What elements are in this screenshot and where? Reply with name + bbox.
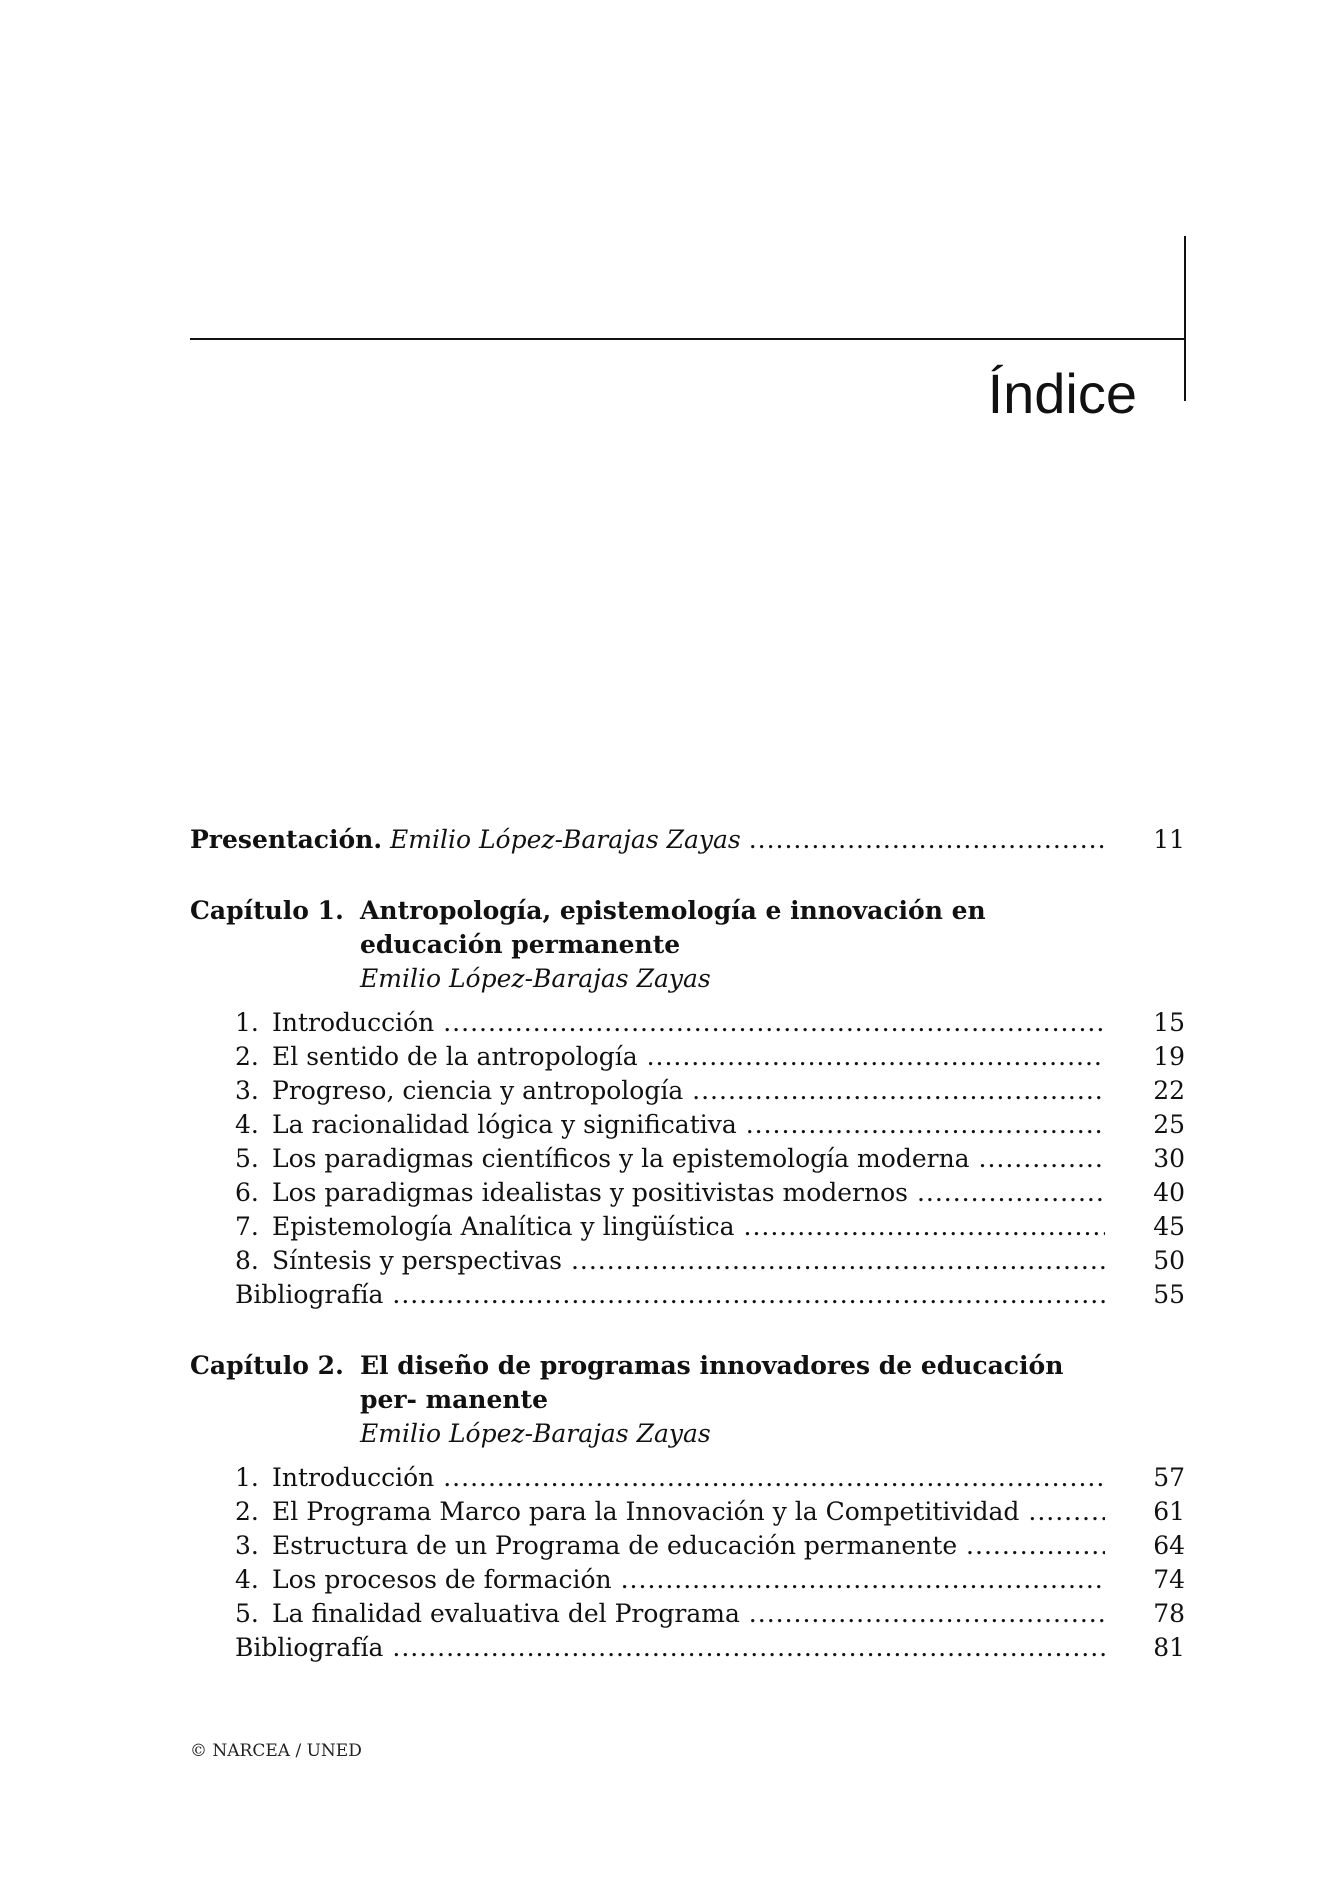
toc-entry[interactable]	[190, 1210, 1185, 1244]
toc-page-number: 74	[1153, 1565, 1185, 1594]
toc-entry-bibliography[interactable]	[190, 1278, 1185, 1312]
toc-entry-presentation[interactable]	[190, 823, 1185, 857]
toc-page-number: 61	[1153, 1497, 1185, 1526]
page-title: Índice	[987, 362, 1137, 425]
entry-text: La racionalidad lógica y significativa	[272, 1110, 737, 1139]
chapter-author: Emilio López-Barajas Zayas	[360, 1419, 711, 1448]
entry-text: Progreso, ciencia y antropología	[272, 1076, 684, 1105]
chapter-label: Capítulo 2.	[190, 1351, 344, 1380]
entry-number: 8.	[235, 1246, 259, 1275]
entry-text: Síntesis y perspectivas	[272, 1246, 563, 1275]
chapter-1-heading[interactable]	[190, 894, 1185, 996]
entry-text: El Programa Marco para la Innovación y la Competitividad	[272, 1497, 1020, 1526]
entry-text: Introducción	[272, 1463, 435, 1492]
entry-number: 1.	[235, 1008, 259, 1037]
toc-page-number: 40	[1153, 1178, 1185, 1207]
entry-number: 5.	[235, 1144, 259, 1173]
toc-entry[interactable]	[190, 1529, 1185, 1563]
toc-entry[interactable]	[190, 1176, 1185, 1210]
presentation-label: Presentación.	[190, 825, 383, 854]
entry-number: 4.	[235, 1110, 259, 1139]
entry-number: 3.	[235, 1531, 259, 1560]
toc-page-number: 78	[1153, 1599, 1185, 1628]
toc-entry[interactable]	[190, 1006, 1185, 1040]
copyright-footer: © NARCEA / UNED	[190, 1741, 362, 1761]
entry-number: 7.	[235, 1212, 259, 1241]
chapter-label: Capítulo 1.	[190, 896, 344, 925]
toc-entry[interactable]	[190, 1495, 1185, 1529]
entry-number: 2.	[235, 1497, 259, 1526]
chapter-author: Emilio López-Barajas Zayas	[360, 964, 711, 993]
chapter-2-items	[190, 1461, 1185, 1665]
entry-number: 3.	[235, 1076, 259, 1105]
chapter-title: El diseño de programas innovadores de educación per- manente	[360, 1351, 1064, 1414]
toc-page-number: 50	[1153, 1246, 1185, 1275]
entry-text: Estructura de un Programa de educación permanente	[272, 1531, 958, 1560]
toc-entry[interactable]	[190, 1244, 1185, 1278]
toc-entry[interactable]	[190, 1108, 1185, 1142]
toc-entry[interactable]	[190, 1074, 1185, 1108]
chapter-title: Antropología, epistemología e innovación en educación permanente	[360, 896, 986, 959]
toc-page-number: 15	[1153, 1008, 1185, 1037]
toc-page-number: 25	[1153, 1110, 1185, 1139]
chapter-2-heading[interactable]	[190, 1349, 1185, 1451]
toc-page-number: 11	[1153, 825, 1185, 854]
entry-text: Introducción	[272, 1008, 435, 1037]
toc-page-number: 57	[1153, 1463, 1185, 1492]
toc-page-number: 45	[1153, 1212, 1185, 1241]
entry-text: Los paradigmas idealistas y positivistas modernos	[272, 1178, 908, 1207]
toc-entry[interactable]	[190, 1142, 1185, 1176]
toc-page-number: 30	[1153, 1144, 1185, 1173]
entry-number: 4.	[235, 1565, 259, 1594]
toc-page-number: 81	[1153, 1633, 1185, 1662]
entry-text: Los paradigmas científicos y la epistemología moderna	[272, 1144, 970, 1173]
toc-entry[interactable]	[190, 1040, 1185, 1074]
chapter-1-items	[190, 1006, 1185, 1312]
toc-page-number: 64	[1153, 1531, 1185, 1560]
entry-number: 5.	[235, 1599, 259, 1628]
entry-number: 6.	[235, 1178, 259, 1207]
header-rule	[190, 338, 1186, 340]
entry-text: Los procesos de formación	[272, 1565, 612, 1594]
toc-entry[interactable]	[190, 1563, 1185, 1597]
entry-number: 1.	[235, 1463, 259, 1492]
header-vertical-rule	[1184, 236, 1186, 401]
toc-page-number: 19	[1153, 1042, 1185, 1071]
toc-entry[interactable]	[190, 1597, 1185, 1631]
presentation-author: Emilio López-Barajas Zayas	[390, 825, 741, 854]
entry-text: La finalidad evaluativa del Programa	[272, 1599, 740, 1628]
entry-text: Bibliografía	[235, 1633, 384, 1662]
entry-text: Epistemología Analítica y lingüística	[272, 1212, 735, 1241]
table-of-contents	[190, 823, 1185, 1665]
entry-text: Bibliografía	[235, 1280, 384, 1309]
entry-number: 2.	[235, 1042, 259, 1071]
toc-entry[interactable]	[190, 1461, 1185, 1495]
toc-page-number: 22	[1153, 1076, 1185, 1105]
entry-text: El sentido de la antropología	[272, 1042, 638, 1071]
toc-page-number: 55	[1153, 1280, 1185, 1309]
toc-entry-bibliography[interactable]	[190, 1631, 1185, 1665]
